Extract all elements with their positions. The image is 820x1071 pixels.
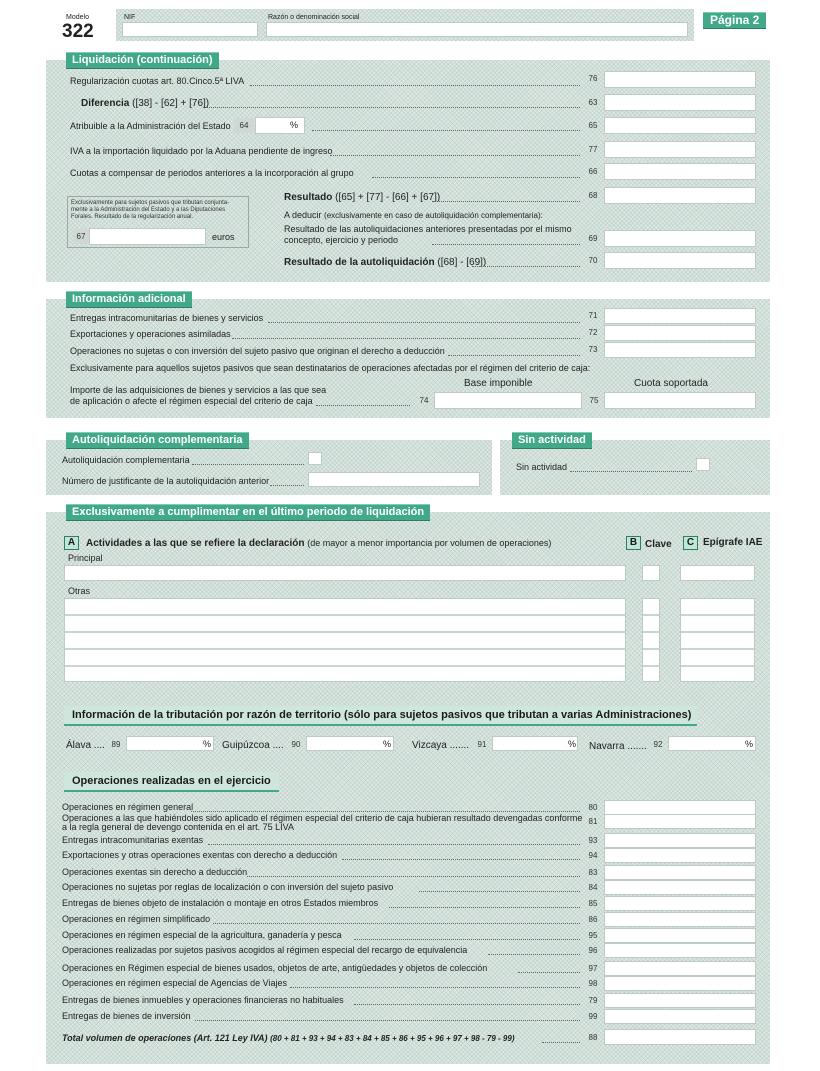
casilla-65-number: 65 <box>588 121 598 130</box>
guipuzcoa-label: Guipúzcoa .... <box>222 740 284 751</box>
operacion-dots <box>419 891 580 892</box>
casilla-81-number: 81 <box>588 817 598 826</box>
operacion-dots <box>354 1004 580 1005</box>
letter-a: A <box>64 536 79 550</box>
casilla-70-number: 70 <box>588 256 598 265</box>
casilla-75-field[interactable] <box>604 392 756 409</box>
complementaria-label: Autoliquidación complementaria <box>62 455 190 465</box>
operacion-label: Entregas de bienes de inversión <box>62 1011 191 1021</box>
operacion-label: Operaciones en régimen especial de la agricultura, ganadería y pesca <box>62 930 342 940</box>
casilla-80-field[interactable] <box>604 800 756 815</box>
operacion-label: Exportaciones y otras operaciones exentas con derecho a deducción <box>62 850 338 860</box>
operacion-dots <box>208 844 580 845</box>
casilla-73-number: 73 <box>588 345 598 354</box>
casilla-98-field[interactable] <box>604 976 756 991</box>
casilla-88-field[interactable] <box>604 1029 756 1045</box>
info-adicional-title: Información adicional <box>66 291 192 308</box>
casilla-97-number: 97 <box>588 964 598 973</box>
casilla-81-field[interactable] <box>604 814 756 829</box>
excl-text-3: Forales. Resultado de la regularización anual. <box>71 214 194 220</box>
vizcaya-label: Vizcaya ....... <box>412 740 470 751</box>
principal-label: Principal <box>68 553 103 563</box>
casilla-90-number: 90 <box>291 740 301 749</box>
casilla-74-field[interactable] <box>434 392 582 409</box>
casilla-66-field[interactable] <box>604 163 756 180</box>
casilla-86-field[interactable] <box>604 912 756 927</box>
casilla-85-number: 85 <box>588 899 598 908</box>
operacion-dots <box>518 972 580 973</box>
casilla-64-number: 64 <box>234 118 254 133</box>
operacion-label: Operaciones exentas sin derecho a deducción <box>62 867 248 877</box>
sin-actividad-checkbox[interactable] <box>696 458 710 471</box>
operacion-dots <box>488 954 580 955</box>
actividades-label: Actividades a las que se refiere la declaración (de mayor a menor importancia por volumen de operaciones) <box>86 538 552 549</box>
casilla-68-field[interactable] <box>604 187 756 204</box>
casilla-70-field[interactable] <box>604 252 756 269</box>
epigrafe-label: Epígrafe IAE <box>703 537 763 548</box>
otras-label: Otras <box>68 586 91 596</box>
operacion-label: Operaciones en régimen especial de Agencias de Viajes <box>62 978 287 988</box>
nif-field[interactable] <box>122 22 258 37</box>
operaciones-ns-label: Operaciones no sujetas o con inversión del sujeto pasivo que originan el derecho a deducción <box>70 346 445 356</box>
casilla-93-number: 93 <box>588 836 598 845</box>
alava-label: Álava .... <box>66 740 105 751</box>
casilla-76-number: 76 <box>588 74 598 83</box>
clave-label: Clave <box>645 539 672 550</box>
casilla-76-field[interactable] <box>604 71 756 88</box>
casilla-83-field[interactable] <box>604 865 756 880</box>
casilla-94-field[interactable] <box>604 848 756 863</box>
casilla-75-number: 75 <box>589 396 599 405</box>
casilla-67-field[interactable] <box>89 228 206 245</box>
navarra-pct: % <box>745 739 754 749</box>
nif-label: NIF <box>124 14 136 21</box>
ultimo-periodo-title: Exclusivamente a cumplimentar en el último periodo de liquidación <box>66 504 430 521</box>
operacion-dots <box>213 923 581 924</box>
res-anteriores-2: concepto, ejercicio y periodo <box>284 235 399 245</box>
guipuzcoa-pct: % <box>383 739 392 749</box>
casilla-65-field[interactable] <box>604 117 756 134</box>
razon-field[interactable] <box>266 22 688 37</box>
exclusivamente-label: Exclusivamente para aquellos sujetos pasivos que sean destinatarios de operaciones afectadas por el régimen del criterio de caja: <box>70 363 591 373</box>
casilla-88-number: 88 <box>588 1033 598 1042</box>
exportaciones-label: Exportaciones y operaciones asimiladas <box>70 329 231 339</box>
casilla-94-number: 94 <box>588 851 598 860</box>
territorio-title: Información de la tributación por razón de territorio (sólo para sujetos pasivos que tributan a varias Administraciones) <box>64 706 697 726</box>
casilla-95-number: 95 <box>588 931 598 940</box>
casilla-69-number: 69 <box>588 234 598 243</box>
liquidacion-title: Liquidación (continuación) <box>66 52 219 69</box>
justificante-label: Número de justificante de la autoliquidación anterior <box>62 476 270 486</box>
casilla-95-field[interactable] <box>604 928 756 943</box>
res-anteriores-1: Resultado de las autoliquidaciones anteriores presentadas por el mismo <box>284 224 572 234</box>
casilla-74-number: 74 <box>419 396 429 405</box>
casilla-66-number: 66 <box>588 167 598 176</box>
diferencia-label: Diferencia ([38] - [62] + [76]) <box>81 98 210 109</box>
operacion-dots <box>191 811 580 812</box>
casilla-77-number: 77 <box>588 145 598 154</box>
casilla-86-number: 86 <box>588 915 598 924</box>
a-deducir-label: A deducir (exclusivamente en caso de autoliquidación complementaria): <box>284 210 543 220</box>
casilla-64-pct: % <box>290 120 299 130</box>
letter-b: B <box>626 536 641 550</box>
letter-c: C <box>683 536 698 550</box>
razon-label: Razón o denominación social <box>268 14 360 21</box>
modelo-number: 322 <box>62 21 94 42</box>
complementaria-checkbox[interactable] <box>308 452 322 465</box>
operacion-dots <box>354 939 580 940</box>
resultado-autoliquidacion-label: Resultado de la autoliquidación ([68] - [69]) <box>284 257 487 268</box>
casilla-71-number: 71 <box>588 311 598 320</box>
operacion-label: Entregas de bienes objeto de instalación o montaje en otros Estados miembros <box>62 898 379 908</box>
importe-label-1: Importe de las adquisiciones de bienes y servicios a las que sea <box>70 385 327 395</box>
otras-actividad-fields[interactable] <box>64 598 626 682</box>
pagina-badge: Página 2 <box>703 12 766 29</box>
euros-label: euros <box>212 232 235 242</box>
justificante-field[interactable] <box>308 472 480 487</box>
casilla-96-field[interactable] <box>604 943 756 958</box>
operacion-dots <box>195 1020 580 1021</box>
casilla-68-number: 68 <box>588 191 598 200</box>
operacion-dots <box>389 907 580 908</box>
casilla-84-number: 84 <box>588 883 598 892</box>
casilla-92-number: 92 <box>653 740 663 749</box>
casilla-98-number: 98 <box>588 979 598 988</box>
modelo-label: Modelo <box>66 14 89 21</box>
casilla-71-field[interactable] <box>604 308 756 324</box>
casilla-69-field[interactable] <box>604 230 756 247</box>
cuotas-compensar-label: Cuotas a compensar de periodos anteriores a la incorporación al grupo <box>70 168 354 178</box>
excl-text-1: Exclusivamente para sujetos pasivos que tributan conjunta- <box>71 200 230 206</box>
vizcaya-pct: % <box>568 739 577 749</box>
entregas-intra-label: Entregas intracomunitarias de bienes y servicios <box>70 313 264 323</box>
casilla-79-number: 79 <box>588 996 598 1005</box>
otras-epigrafe-fields[interactable] <box>680 598 755 682</box>
operacion-label: Operaciones en Régimen especial de bienes usados, objetos de arte, antigüedades y objetos de colección <box>62 963 488 973</box>
importe-label-2: de aplicación o afecte el régimen especial del criterio de caja <box>70 396 313 406</box>
sin-actividad-label: Sin actividad <box>516 462 568 472</box>
navarra-label: Navarra ....... <box>589 741 647 752</box>
complementaria-title: Autoliquidación complementaria <box>66 432 249 449</box>
operaciones-title: Operaciones realizadas en el ejercicio <box>64 772 279 792</box>
operacion-label: Operaciones a las que habiéndoles sido aplicado el régimen especial del criterio de caja hubieran resultado devengadas conforme <box>62 813 583 823</box>
casilla-72-number: 72 <box>588 328 598 337</box>
resultado-label: Resultado ([65] + [77] - [66] + [67]) <box>284 192 441 203</box>
casilla-97-field[interactable] <box>604 961 756 976</box>
sin-actividad-title: Sin actividad <box>512 432 592 449</box>
casilla-79-field[interactable] <box>604 993 756 1008</box>
operacion-label: Entregas de bienes inmuebles y operaciones financieras no habituales <box>62 995 344 1005</box>
base-imponible-label: Base imponible <box>464 378 533 389</box>
casilla-63-field[interactable] <box>604 94 756 111</box>
casilla-80-number: 80 <box>588 803 598 812</box>
casilla-99-field[interactable] <box>604 1009 756 1024</box>
excl-text-2: mente a la Administración del Estado y a las Diputaciones <box>71 207 226 213</box>
operacion-label: Operaciones no sujetas por reglas de localización o con inversión del sujeto pasivo <box>62 882 394 892</box>
casilla-85-field[interactable] <box>604 896 756 911</box>
casilla-93-field[interactable] <box>604 833 756 848</box>
principal-clave-field[interactable] <box>642 565 660 581</box>
regularizacion-label: Regularización cuotas art. 80.Cinco.5ª LIVA <box>70 76 245 86</box>
casilla-91-number: 91 <box>477 740 487 749</box>
principal-actividad-field[interactable] <box>64 565 626 581</box>
cuota-soportada-label: Cuota soportada <box>634 378 708 389</box>
operacion-dots <box>342 859 581 860</box>
operacion-label: Entregas intracomunitarias exentas <box>62 835 204 845</box>
casilla-84-field[interactable] <box>604 880 756 895</box>
operacion-label-continued: a la regla general de devengo contenida en el art. 75 LIVA <box>62 822 295 832</box>
casilla-92-field[interactable] <box>668 736 756 751</box>
atribuible-label: Atribuible a la Administración del Estado <box>70 121 231 131</box>
casilla-91-field[interactable] <box>492 736 578 751</box>
casilla-83-number: 83 <box>588 868 598 877</box>
operacion-dots <box>290 987 580 988</box>
casilla-99-number: 99 <box>588 1012 598 1021</box>
casilla-89-field[interactable] <box>126 736 214 751</box>
casilla-67-number: 67 <box>73 229 89 244</box>
iva-importacion-label: IVA a la importación liquidado por la Aduana pendiente de ingreso <box>70 146 333 156</box>
casilla-89-number: 89 <box>111 740 121 749</box>
casilla-73-field[interactable] <box>604 342 756 358</box>
casilla-96-number: 96 <box>588 946 598 955</box>
casilla-72-field[interactable] <box>604 325 756 341</box>
alava-pct: % <box>203 739 212 749</box>
otras-clave-fields[interactable] <box>642 598 660 682</box>
casilla-90-field[interactable] <box>306 736 394 751</box>
casilla-77-field[interactable] <box>604 141 756 158</box>
total-volumen-label: Total volumen de operaciones (Art. 121 Ley IVA) (80 + 81 + 93 + 94 + 83 + 84 + 85 + 86 + 95 + 96 + 97 + 98 - 79 - 99) <box>62 1033 515 1043</box>
operacion-label: Operaciones en régimen simplificado <box>62 914 211 924</box>
casilla-63-number: 63 <box>588 98 598 107</box>
operacion-label: Operaciones en régimen general <box>62 802 194 812</box>
operacion-dots <box>247 876 580 877</box>
operacion-label: Operaciones realizadas por sujetos pasivos acogidos al régimen especial del recargo de equivalencia <box>62 945 468 955</box>
principal-epigrafe-field[interactable] <box>680 565 755 581</box>
